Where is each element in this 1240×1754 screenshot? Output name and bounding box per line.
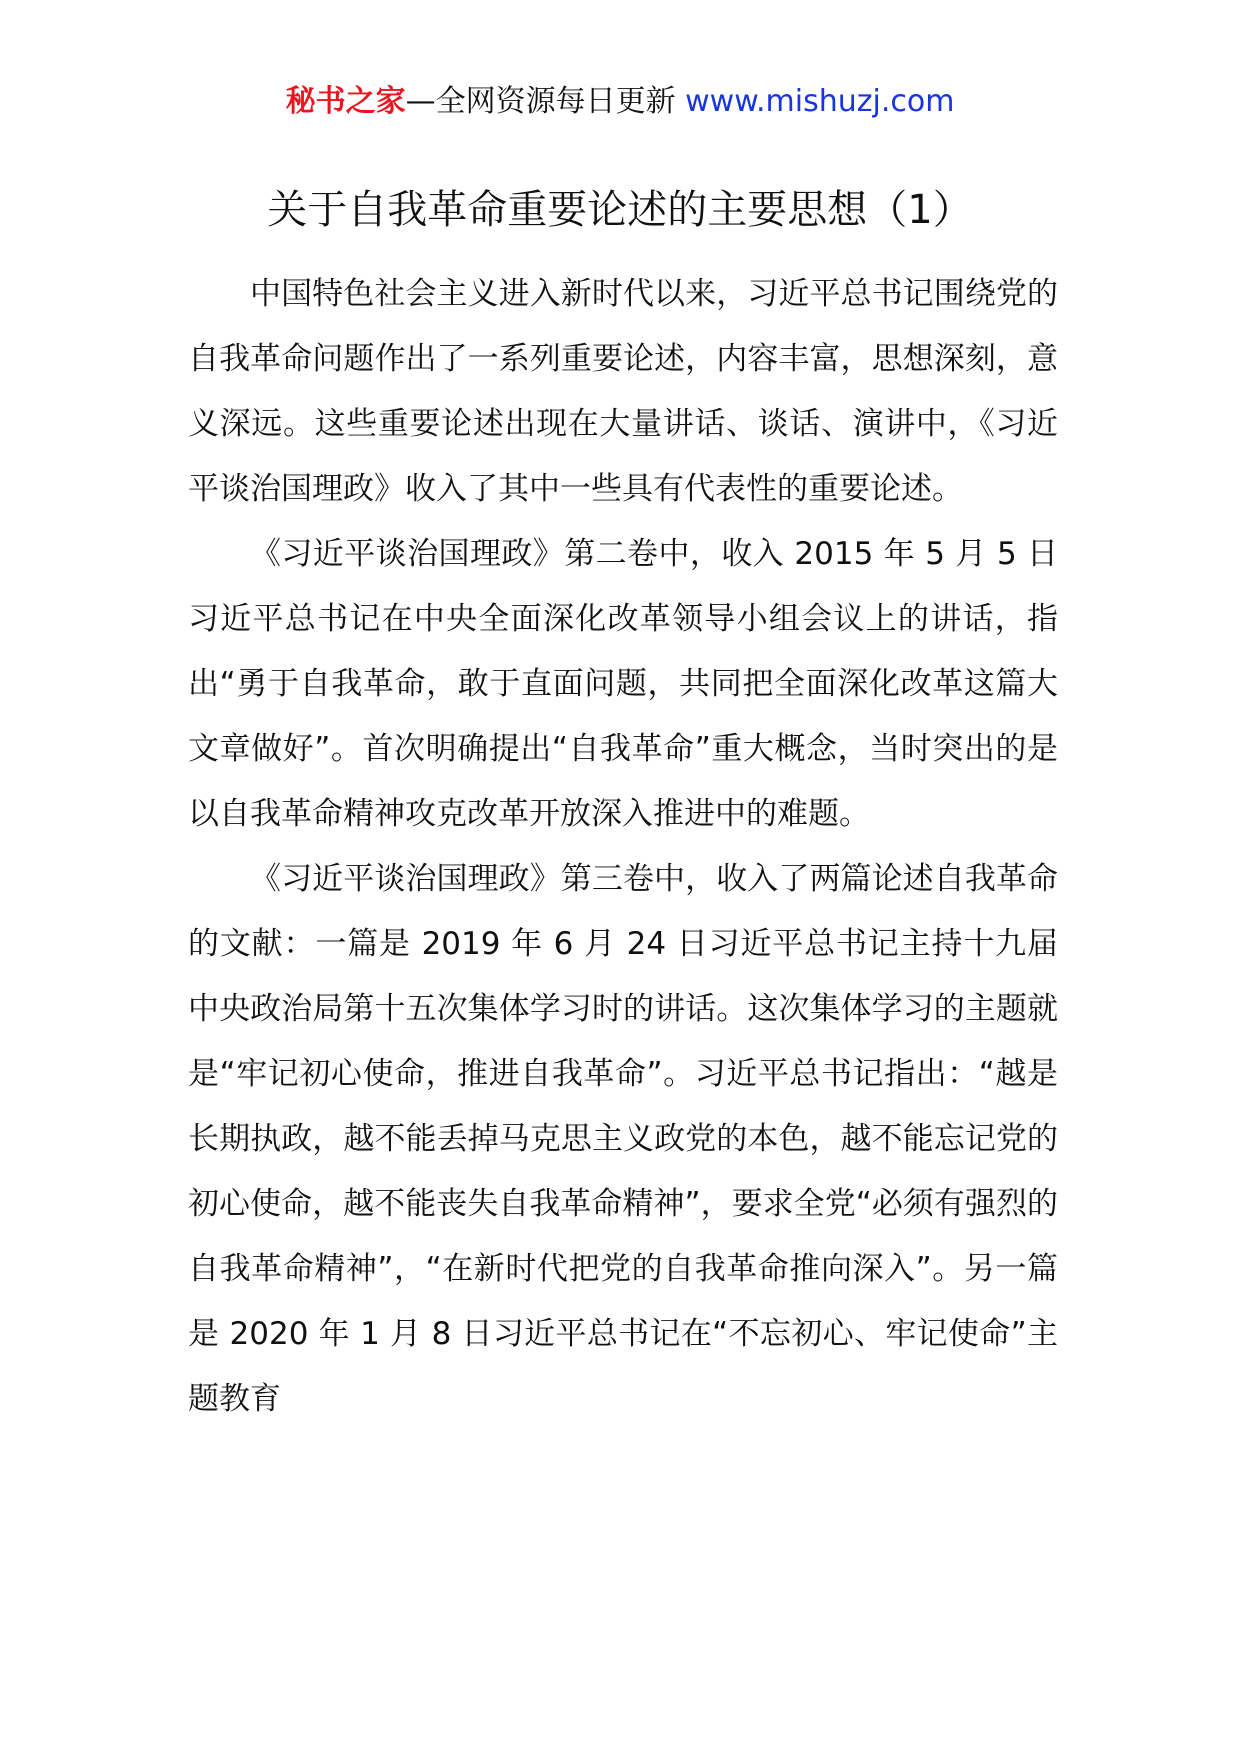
header-brand: 秘书之家 [285,84,406,119]
header-url-link[interactable]: www.mishuzj.com [685,84,955,119]
document-body [188,262,1058,1432]
paragraph: 《习近平谈治国理政》第二卷中，收入 2015 年 5 月 5 日习近平总书记在中央全面深化改革领导小组会议上的讲话，指出“勇于自我革命，敢于直面问题，共同把全面深化改革这篇大文章做好”。首次明确提出“自我革命”重大概念，当时突出的是以自我革命精神攻克改革开放深入推进中的难题。 [188,536,1058,832]
paragraph: 中国特色社会主义进入新时代以来，习近平总书记围绕党的自我革命问题作出了一系列重要论述，内容丰富，思想深刻，意义深远。这些重要论述出现在大量讲话、谈话、演讲中，《习近平谈治国理政》收入了其中一些具有代表性的重要论述。 [188,276,1058,507]
page-header [0,82,1240,122]
header-tagline: —全网资源每日更新 [405,84,676,119]
document-title: 关于自我革命重要论述的主要思想（1） [267,187,973,233]
paragraph: 《习近平谈治国理政》第三卷中，收入了两篇论述自我革命的文献：一篇是 2019 年 6 月 24 日习近平总书记主持十九届中央政治局第十五次集体学习时的讲话。这次集体学习的主题就是“牢记初心使命，推进自我革命”。习近平总书记指出：“越是长期执政，越不能丢掉马克思主义政党的本色，越不能忘记党的初心使命，越不能丧失自我革命精神”，要求全党“必须有强烈的自我革命精神”，“在新时代把党的自我革命推向深入”。另一篇是 2020 年 1 月 8 日习近平总书记在“不忘初心、牢记使命”主题教育 [188,861,1058,1417]
